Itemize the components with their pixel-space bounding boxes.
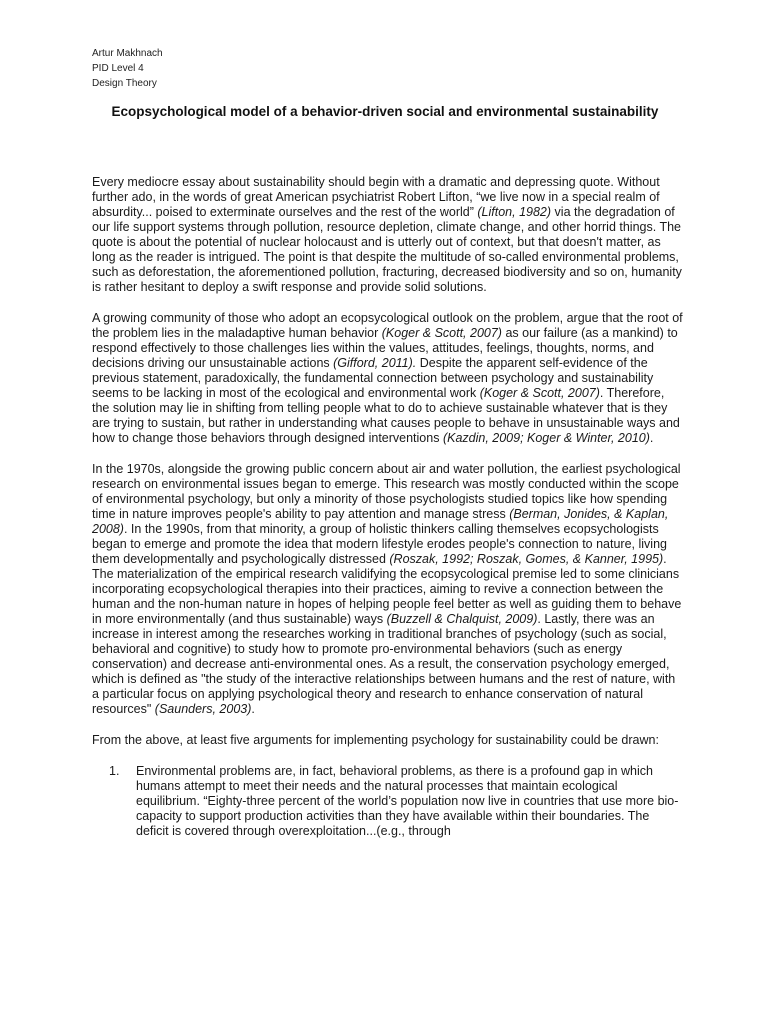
text-run: via the degradation of our life support systems through pollution, resource depletion, climate change, and other horrid things. The quote is about the potential of nuclear holocaust and is utterly out of context, but that doesn't matter, as long as the reader is intrigued. The point is that despite the multitude of so-called environmental problems, such as deforestation, the aforementioned pollution, fracturing, decreased biodiversity and so on, humanity is rather hesitant to deploy a swift response and provide solid solutions. [92, 205, 682, 294]
document-title: Ecopsychological model of a behavior-driven social and environmental sustainability [111, 104, 659, 119]
text-run: Despite the apparent self-evidence of the previous statement, paradoxically, the fundamental connection between psychology and sustainability seems to be lacking in most of the ecological and environmental work [92, 356, 654, 400]
citation: (Koger & Scott, 2007) [381, 326, 502, 340]
citation: (Saunders, 2003) [154, 702, 252, 716]
text-run: In the 1970s, alongside the growing public concern about air and water pollution, the earliest psychological research on environmental issues began to emerge. This research was mostly conducted within the scope of environmental psychology, but only a minority of those psychologists studied topics like how spending time in nature improves people's ability to pay attention and manage stress [92, 462, 681, 521]
paragraph-4: From the above, at least five arguments for implementing psychology for sustainability could be drawn: [92, 733, 659, 747]
paragraph-1 [92, 175, 684, 295]
text-run: Every mediocre essay about sustainability should begin with a dramatic and depressing quote. Without further ado, in the words of great American psychiatrist Robert Lifton, “we live now in a special realm of absurdity... poised to exterminate ourselves and the rest of the world” [92, 175, 660, 219]
paragraph-2 [92, 311, 684, 446]
citation: (Berman, Jonides, & Kaplan, 2008) [92, 507, 669, 536]
text-run: . [251, 702, 255, 716]
text-run: . Lastly, there was an increase in interest among the researches working in traditional branches of psychology (such as social, behavioral and cognitive) to study how to promote pro-environmental behaviors (such as energy conservation) and decrease anti-environmental ones. As a result, the conservation psychology emerged, which is defined as "the study of the interactive relationships between humans and the rest of nature, with a particular focus on applying psychological theory and research to enhance conservation of natural resources" [92, 612, 676, 716]
citation: (Buzzell & Chalquist, 2009) [386, 612, 538, 626]
text-run: . Therefore, the solution may lie in shifting from telling people what to do to achieve sustainable whatever that is they are trying to sustain, but rather in understanding what causes people to behave in unsustainable ways and how to change those behaviors through designed interventions [92, 386, 680, 445]
list-item-text: Environmental problems are, in fact, behavioral problems, as there is a profound gap in which humans attempt to meet their needs and the natural processes that maintain ecological equilibrium. “Eighty-three percent of the world’s population now live in countries that use more bio-capacity to support production activities than they have available within their boundaries. The deficit is covered through overexploitation...(e.g., through [136, 764, 679, 838]
text-run: as our failure (as a mankind) to respond effectively to those challenges lies within the values, attitudes, feelings, thoughts, norms, and decisions driving our unsustainable actions [92, 326, 678, 370]
citation: (Koger & Scott, 2007) [479, 386, 600, 400]
list-item-number: 1. [109, 764, 120, 778]
course-level: PID Level 4 [92, 63, 144, 74]
text-run: A growing community of those who adopt an ecopsycological outlook on the problem, argue that the root of the problem lies in the maladaptive human behavior [92, 311, 683, 340]
text-run: . The materialization of the empirical research validifying the ecopsycological premise led to some clinicians incorporating ecopsychological therapies into their practices, aiming to revive a connection between the human and the non-human nature in hopes of helping people feel better as well as guiding them to behave in more environmentally (and thus sustainable) ways [92, 552, 682, 626]
citation: (Roszak, 1992; Roszak, Gomes, & Kanner, 1995) [389, 552, 664, 566]
text-run: . [649, 431, 654, 445]
citation: (Gifford, 2011). [333, 356, 417, 370]
paragraph-3 [92, 462, 684, 717]
text-run: . In the 1990s, from that minority, a group of holistic thinkers calling themselves ecopsychologists began to emerge and promote the idea that modern lifestyle erodes people's connection to nature, living them developmentally and psychologically distressed [92, 522, 667, 566]
author-name: Artur Makhnach [92, 48, 163, 59]
citation: (Kazdin, 2009; Koger & Winter, 2010) [442, 431, 650, 445]
citation: (Lifton, 1982) [477, 205, 552, 219]
list-item [92, 764, 684, 839]
document-body [92, 175, 684, 839]
course-name: Design Theory [92, 78, 157, 89]
document-header [92, 46, 163, 91]
argument-list [92, 764, 684, 839]
